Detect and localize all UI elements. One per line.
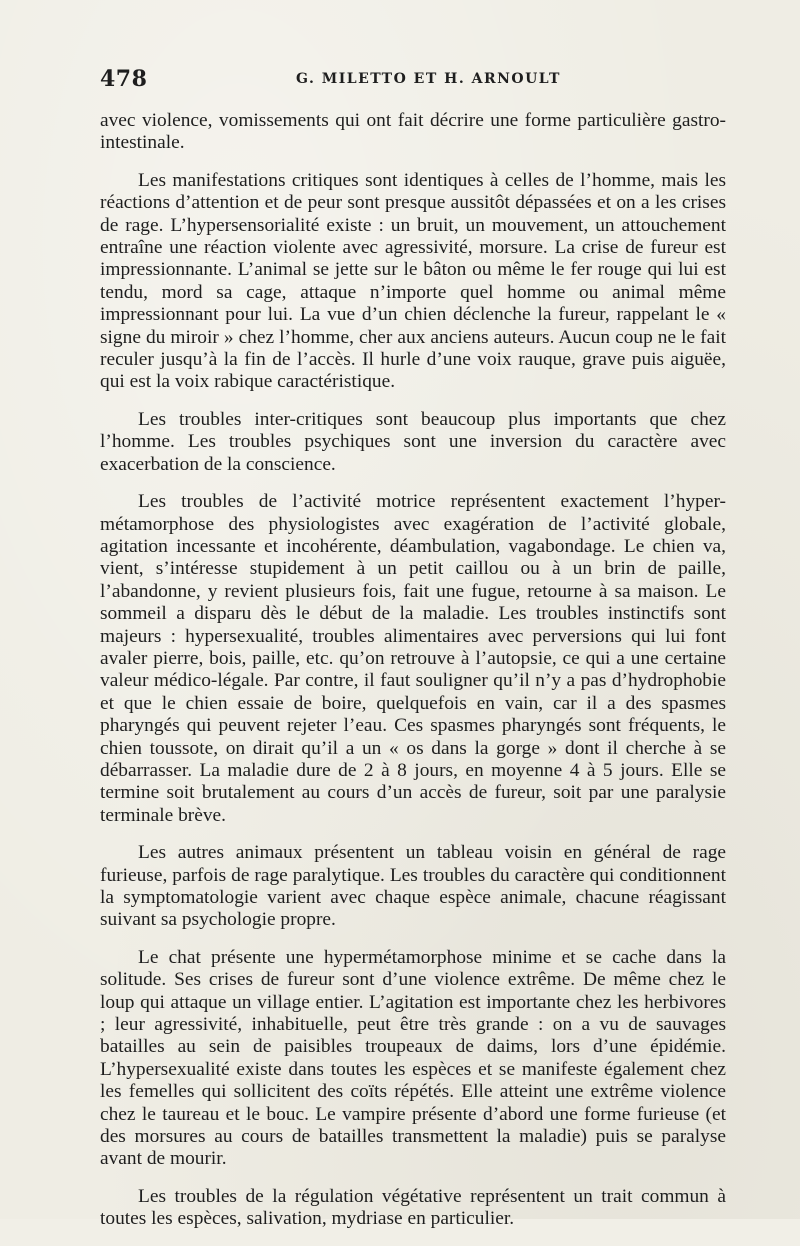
- running-head: G. MILETTO ET H. ARNOULT: [296, 71, 561, 87]
- paragraph-cat-hypermetamorphosis: Le chat présente une hypermétamorphose minime et se cache dans la solitude. Ses crises de fureur sont d’une violence extrême. De même chez le loup qui attaque un village entier. L’agitation est importante chez les herbivores ; leur agressivité, inhabituelle, peut être très grande : on a vu de sauvages batailles au sein de paisibles troupeaux de daims, lors d’une épidémie. L’hypersexualité existe dans toutes les espèces et se manifeste également chez les femelles qui sollicitent des coïts répétés. Elle atteint une extrême violence chez le taureau et le bouc. Le vampire présente d’abord une forme furieuse (et des morsures au cours de batailles transmettent la maladie) puis se paralyse avant de mourir.: [100, 946, 726, 1170]
- page-number: 478: [100, 66, 148, 92]
- paragraph-continued: avec violence, vomissements qui ont fait décrire une forme particulière gastro-intestinale.: [100, 110, 726, 154]
- paragraph-motor-activity: Les troubles de l’activité motrice représentent exactement l’hyper-métamorphose des physiologistes avec exagération de l’activité globale, agitation incessante et incohérente, déambulation, vagabondage. Le chien va, vient, s’intéresse stupidement à un petit caillou ou à un brin de paille, l’abandonne, y revient plusieurs fois, fait une fugue, retourne à sa maison. Le sommeil a disparu dès le début de la maladie. Les troubles instinctifs sont majeurs : hypersexualité, troubles alimentaires avec perversions qui lui font avaler pierre, bois, paille, etc. qu’on retrouve à l’autopsie, ce qui a une certaine valeur médico-légale. Par contre, il faut souligner qu’il n’y a pas d’hydrophobie et que le chien essaie de boire, quelquefois en vain, car il a des spasmes pharyngés qui peuvent rejeter l’eau. Ces spasmes pharyngés sont fréquents, le chien toussote, on dirait qu’il a un « os dans la gorge » dont il cherche à se débarrasser. La maladie dure de 2 à 8 jours, en moyenne 4 à 5 jours. Elle se termine soit brutalement au cours d’un accès de fureur, soit par une paralysie terminale brève.: [100, 491, 726, 826]
- paragraph-other-animals: Les autres animaux présentent un tableau voisin en général de rage furieuse, parfois de rage paralytique. Les troubles du caractère qui conditionnent la symptomatologie varient avec chaque espèce animale, chacune réagissant suivant sa psychologie propre.: [100, 842, 726, 931]
- paragraph-inter-critical-troubles: Les troubles inter-critiques sont beaucoup plus importants que chez l’homme. Les troubles psychiques sont une inversion du caractère avec exacerbation de la conscience.: [100, 408, 726, 475]
- paragraph-critical-manifestations: Les manifestations critiques sont identiques à celles de l’homme, mais les réactions d’attention et de peur sont presque aussitôt dépassées et on a les crises de rage. L’hypersensorialité existe : un bruit, un mouvement, un attouchement entraîne une réaction violente avec agressivité, morsure. La crise de fureur est impressionnante. L’animal se jette sur le bâton ou même le fer rouge qui lui est tendu, mord sa cage, attaque n’importe quel homme ou animal même impressionnant pour lui. La vue d’un chien déclenche la fureur, rappelant le « signe du miroir » chez l’homme, cher aux anciens auteurs. Aucun coup ne le fait reculer jusqu’à la fin de l’accès. Il hurle d’une voix rauque, grave puis aiguëe, qui est la voix rabique caractéristique.: [100, 169, 726, 393]
- page-header: [100, 66, 730, 96]
- paragraph-vegetative-regulation: Les troubles de la régulation végétative représentent un trait commun à toutes les espèces, salivation, mydriase en particulier.: [100, 1185, 726, 1230]
- body-text: [100, 110, 726, 1246]
